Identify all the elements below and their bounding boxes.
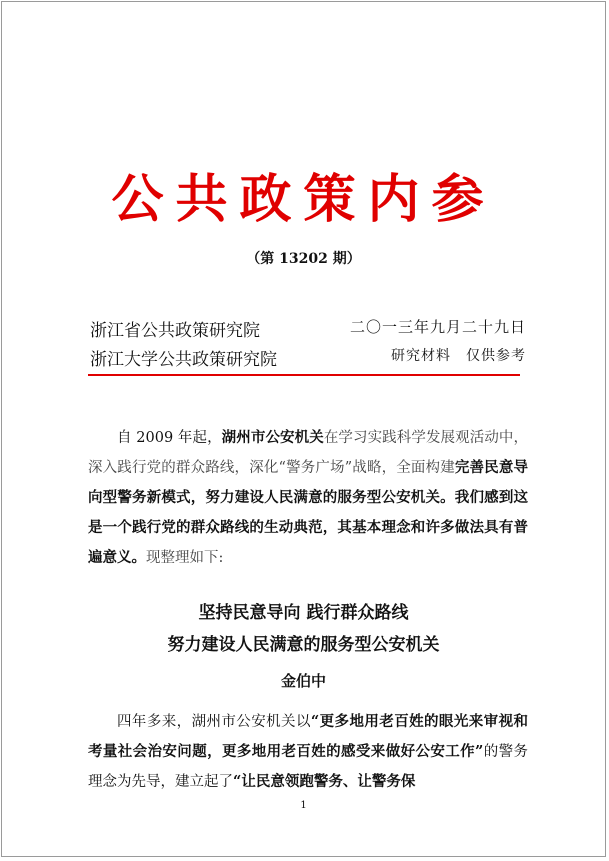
- body-text-1: 四年多来，湖州市公安机关以: [117, 714, 311, 730]
- header-divider: [88, 374, 520, 376]
- masthead-title: 公共政策内参: [111, 169, 496, 230]
- body-paragraph: [88, 707, 528, 797]
- intro-text-2: 在学习实践科学发展观活动中，深入践行党的群众路线，深化“警务广场”战略，全面构建: [88, 430, 528, 476]
- organization-name-2: 浙江大学公共政策研究院: [90, 350, 277, 370]
- body-text-2: 的警务理念为先导，建立起了: [88, 744, 528, 790]
- page-number: 1: [300, 800, 307, 811]
- intro-text-4: 现整理如下:: [146, 550, 224, 566]
- body-quote-1: “更多地用老百姓的眼光来审视和考量社会治安问题，更多地用老百姓的感受来做好公安工作”: [88, 713, 528, 760]
- article-title-line-1: 坚持民意导向 践行群众路线: [198, 603, 409, 623]
- article-title-line-2: 努力建设人民满意的服务型公安机关: [167, 635, 440, 655]
- reference-note: 研究材料 仅供参考: [391, 348, 526, 364]
- document-page: [1, 1, 606, 857]
- intro-paragraph: [88, 423, 528, 573]
- article-author: 金伯中: [280, 672, 326, 690]
- intro-text-3: 完善民意导向型警务新模式，努力建设人民满意的服务型公安机关。我们感到这是一个践行党的群众路线的生动典范，其基本理念和许多做法具有普遍意义。: [88, 459, 528, 566]
- intro-highlight: 湖州市公安机关: [221, 429, 324, 446]
- intro-text-1: 自 2009 年起，: [117, 430, 222, 446]
- organization-name-1: 浙江省公共政策研究院: [90, 321, 260, 341]
- issue-number: （第 13202 期）: [246, 251, 361, 267]
- body-quote-2: “让民意领跑警务、让警务保: [233, 773, 416, 790]
- publish-date: 二〇一三年九月二十九日: [349, 318, 526, 336]
